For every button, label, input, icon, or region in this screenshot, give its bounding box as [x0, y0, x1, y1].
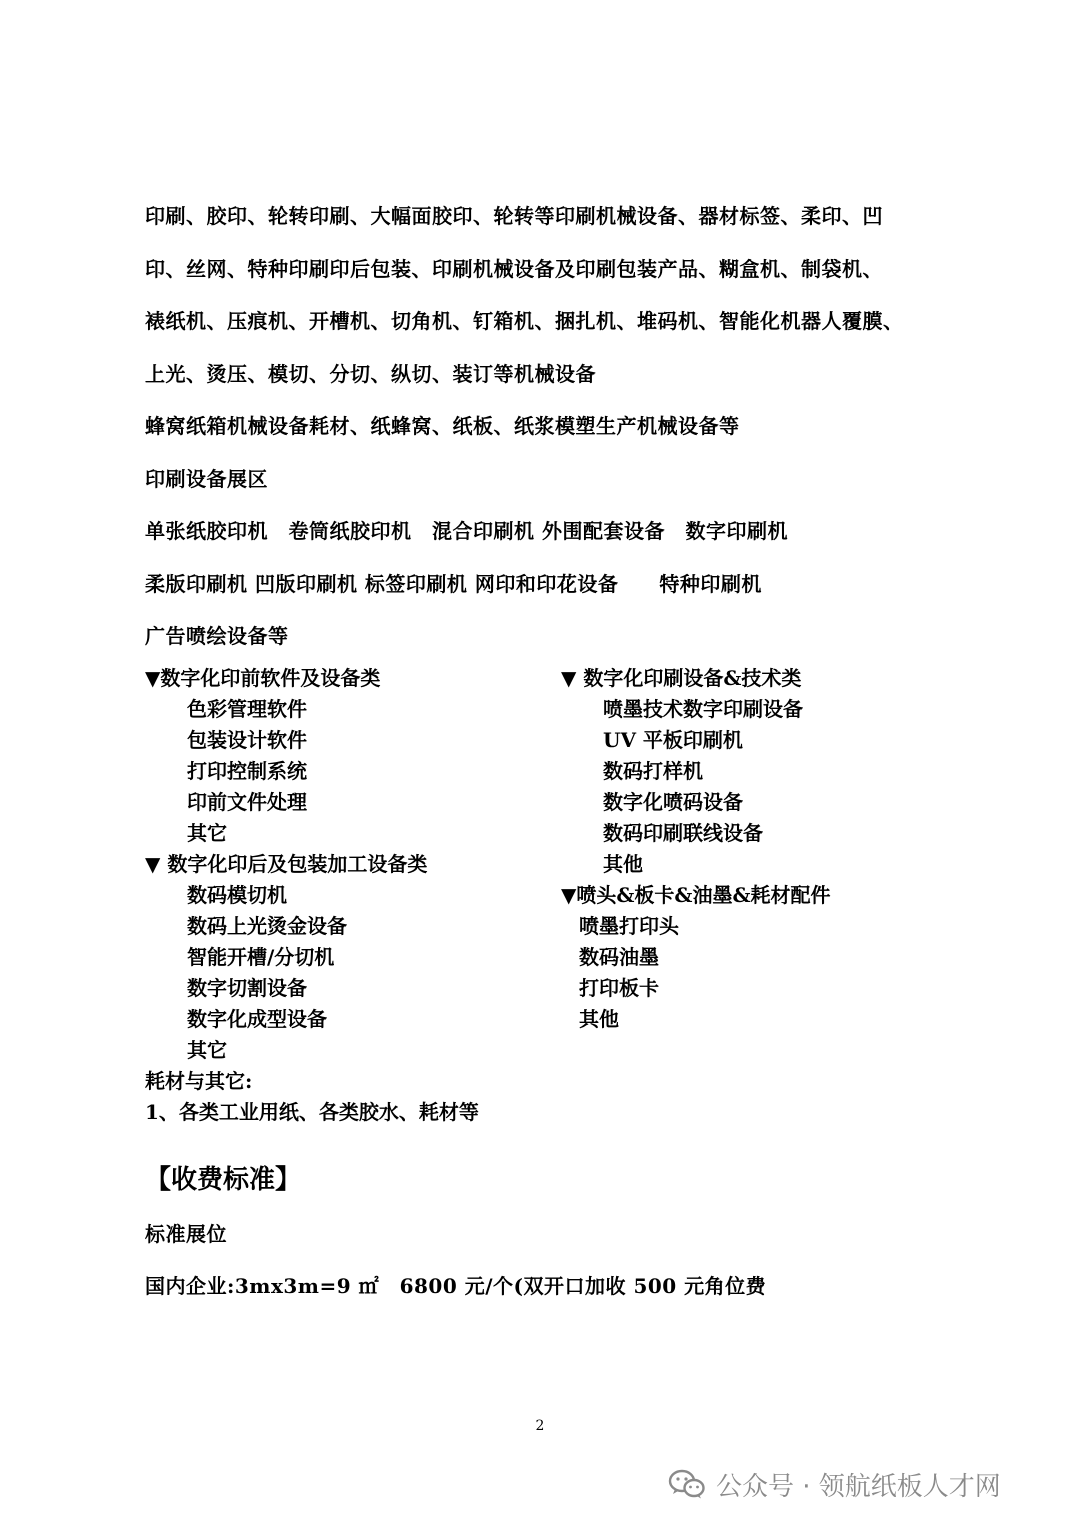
list-item: 数码模切机 — [187, 883, 287, 907]
category-heading: ▼ 数字化印刷设备&技术类 — [561, 666, 802, 690]
list-item: 其他 — [603, 852, 643, 876]
body-line: 裱纸机、压痕机、开槽机、切角机、钉箱机、捆扎机、堆码机、智能化机器人覆膜、 — [145, 309, 904, 333]
list-item: 色彩管理软件 — [187, 697, 307, 721]
body-line: 广告喷绘设备等 — [145, 624, 289, 648]
body-line: 印、丝网、特种印刷印后包装、印刷机械设备及印刷包装产品、糊盒机、制袋机、 — [145, 257, 883, 281]
category-heading: ▼数字化印前软件及设备类 — [145, 666, 381, 690]
list-item: 打印板卡 — [579, 976, 659, 1000]
section-heading: 印刷设备展区 — [145, 467, 268, 491]
body-line: 柔版印刷机 凹版印刷机 标签印刷机 网印和印花设备 特种印刷机 — [145, 572, 762, 596]
list-item: 数字切割设备 — [187, 976, 307, 1000]
category-heading: ▼喷头&板卡&油墨&耗材配件 — [561, 883, 831, 907]
list-item: 喷墨技术数字印刷设备 — [603, 697, 803, 721]
list-item: UV 平板印刷机 — [603, 728, 743, 752]
page-number: 2 — [535, 1418, 545, 1434]
watermark — [668, 1462, 1001, 1506]
wechat-icon — [668, 1468, 706, 1500]
watermark-text: 公众号 · 领航纸板人才网 — [716, 1471, 1001, 1502]
list-item: 包装设计软件 — [187, 728, 307, 752]
fee-standard-title: 【收费标准】 — [145, 1165, 302, 1195]
list-item: 其他 — [579, 1007, 619, 1031]
list-item: 智能开槽/分切机 — [187, 945, 335, 969]
category-heading: ▼ 数字化印后及包装加工设备类 — [145, 852, 428, 876]
left-column — [145, 663, 479, 1128]
list-item: 打印控制系统 — [187, 759, 307, 783]
right-column — [561, 663, 831, 1035]
body-line: 蜂窝纸箱机械设备耗材、纸蜂窝、纸板、纸浆模塑生产机械设备等 — [145, 414, 740, 438]
list-item: 喷墨打印头 — [579, 914, 679, 938]
list-item: 数码上光烫金设备 — [187, 914, 347, 938]
domestic-fee-line: 国内企业:3mx3m=9 ㎡ 6800 元/个(双开口加收 500 元角位费 — [145, 1274, 767, 1298]
list-item: 数字化成型设备 — [187, 1007, 327, 1031]
list-item: 数码打样机 — [603, 759, 703, 783]
consumables-title: 耗材与其它: — [145, 1069, 253, 1093]
list-item: 数码印刷联线设备 — [603, 821, 763, 845]
consumables-item: 1、各类工业用纸、各类胶水、耗材等 — [145, 1100, 479, 1124]
standard-booth-label: 标准展位 — [145, 1222, 227, 1246]
body-line: 单张纸胶印机 卷筒纸胶印机 混合印刷机 外围配套设备 数字印刷机 — [145, 519, 788, 543]
body-line: 上光、烫压、模切、分切、纵切、装订等机械设备 — [145, 362, 596, 386]
body-line: 印刷、胶印、轮转印刷、大幅面胶印、轮转等印刷机械设备、器材标签、柔印、凹 — [145, 204, 883, 228]
list-item: 数码油墨 — [579, 945, 659, 969]
list-item: 其它 — [187, 821, 227, 845]
list-item: 其它 — [187, 1038, 227, 1062]
list-item: 数字化喷码设备 — [603, 790, 743, 814]
list-item: 印前文件处理 — [187, 790, 307, 814]
